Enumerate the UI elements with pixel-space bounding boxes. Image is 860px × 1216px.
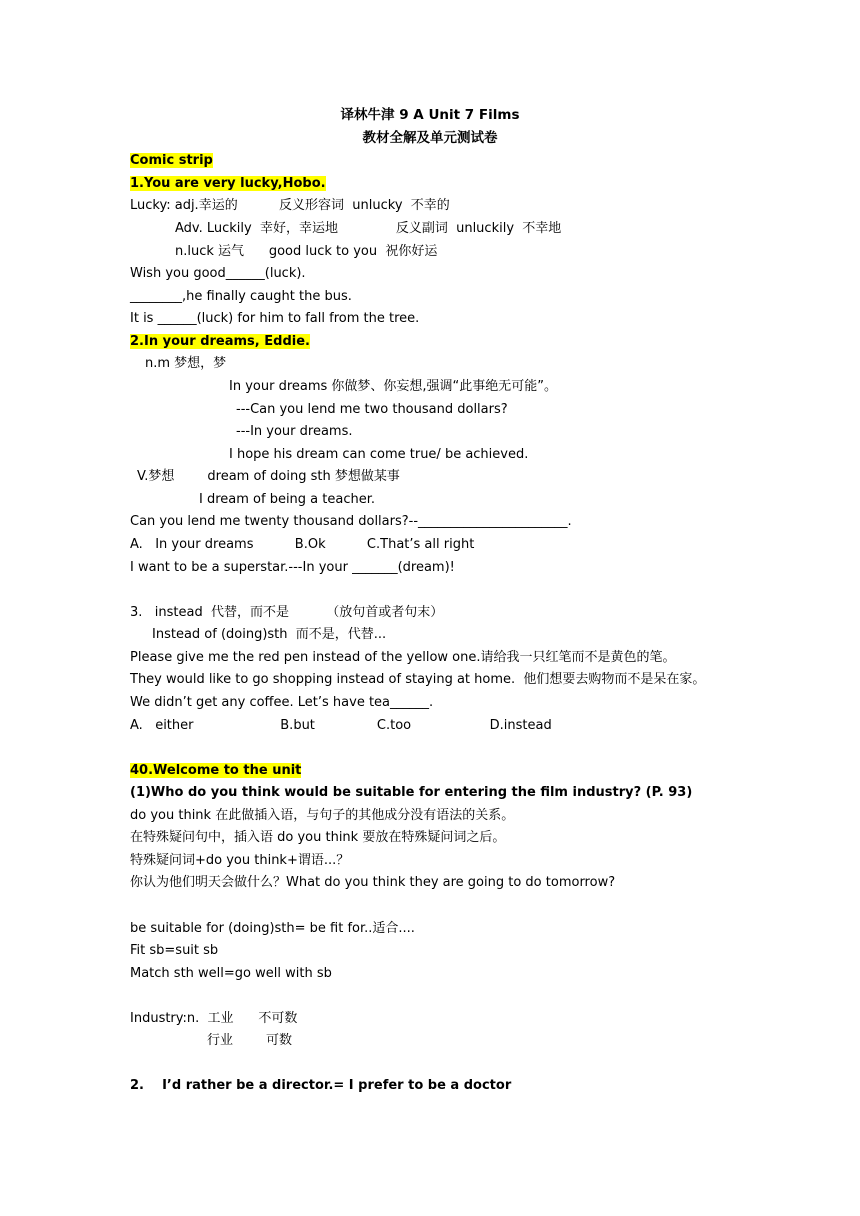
item1-title (130, 175, 326, 193)
instead-example-2: They would like to go shopping instead of staying at home. 他们想要去购物而不是呆在家。 (130, 672, 706, 687)
dream-answer: ---In your dreams. (236, 424, 353, 439)
comic-strip-heading-text: Comic strip (130, 153, 213, 168)
doc-title: 译林牛津 9 A Unit 7 Films (340, 107, 520, 123)
suitable-1: be suitable for (doing)sth= be fit for..适合.... (130, 921, 415, 936)
luck-definition: n.luck 运气 good luck to you 祝你好运 (175, 244, 438, 259)
note-4: 你认为他们明天会做什么？What do you think they are going to do tomorrow? (130, 875, 616, 890)
dream-fill: I want to be a superstar.---In your _______(dream)! (130, 560, 455, 575)
note-3: 特殊疑问词+do you think+谓语...？ (130, 853, 350, 868)
suitable-2: Fit sb=suit sb (130, 943, 219, 958)
exercise-luck-1: Wish you good______(luck). (130, 266, 306, 281)
dream-meaning: In your dreams 你做梦、你妄想,强调“此事绝无可能”。 (229, 379, 558, 394)
lucky-definition: Lucky: adj.幸运的 反义形容词 unlucky 不幸的 (130, 198, 450, 213)
dream-noun: n.m 梦想，梦 (145, 356, 227, 371)
instead-of: Instead of (doing)sth 而不是，代替... (152, 627, 387, 642)
item3-title: 3. instead 代替，而不是 （放句首或者句末） (130, 605, 444, 620)
exercise-luck-2: ________,he finally caught the bus. (130, 289, 352, 304)
note-2: 在特殊疑问句中，插入语 do you think 要放在特殊疑问词之后。 (130, 830, 506, 845)
instead-example-1: Please give me the red pen instead of the yellow one.请给我一只红笔而不是黄色的笔。 (130, 650, 676, 665)
welcome-heading-text: 40.Welcome to the unit (130, 763, 302, 778)
luckily-definition: Adv. Luckily 幸好，幸运地 反义副词 unluckily 不幸地 (175, 221, 562, 236)
instead-example-3: We didn’t get any coffee. Let’s have tea______. (130, 695, 434, 710)
comic-strip-heading (130, 152, 213, 170)
exercise-luck-3: It is ______(luck) for him to fall from the tree. (130, 311, 420, 326)
note-1: do you think 在此做插入语，与句子的其他成分没有语法的关系。 (130, 808, 515, 823)
dream-verb: V.梦想 dream of doing sth 梦想做某事 (137, 469, 400, 484)
industry-2: 行业 可数 (207, 1033, 293, 1048)
item2-title (130, 333, 310, 351)
industry-1: Industry:n. 工业 不可数 (130, 1011, 298, 1026)
doc-subtitle: 教材全解及单元测试卷 (362, 130, 498, 146)
dream-question: ---Can you lend me two thousand dollars? (236, 402, 508, 417)
welcome-question-1: (1)Who do you think would be suitable for entering the film industry? (P. 93) (130, 785, 693, 800)
dream-options: A. In your dreams B.Ok C.That’s all right (130, 537, 475, 552)
welcome-heading (130, 762, 301, 780)
dream-hope: I hope his dream can come true/ be achieved. (229, 447, 529, 462)
dream-verb-example: I dream of being a teacher. (199, 492, 376, 507)
item2-title-text: 2.In your dreams, Eddie. (130, 334, 310, 349)
welcome-question-2: 2. I’d rather be a director.= I prefer to be a doctor (130, 1078, 512, 1093)
item1-title-text: 1.You are very lucky,Hobo. (130, 176, 326, 191)
dream-mcq: Can you lend me twenty thousand dollars?--_______________________. (130, 514, 572, 529)
suitable-3: Match sth well=go well with sb (130, 966, 332, 981)
instead-options: A. either B.but C.too D.instead (130, 718, 552, 733)
